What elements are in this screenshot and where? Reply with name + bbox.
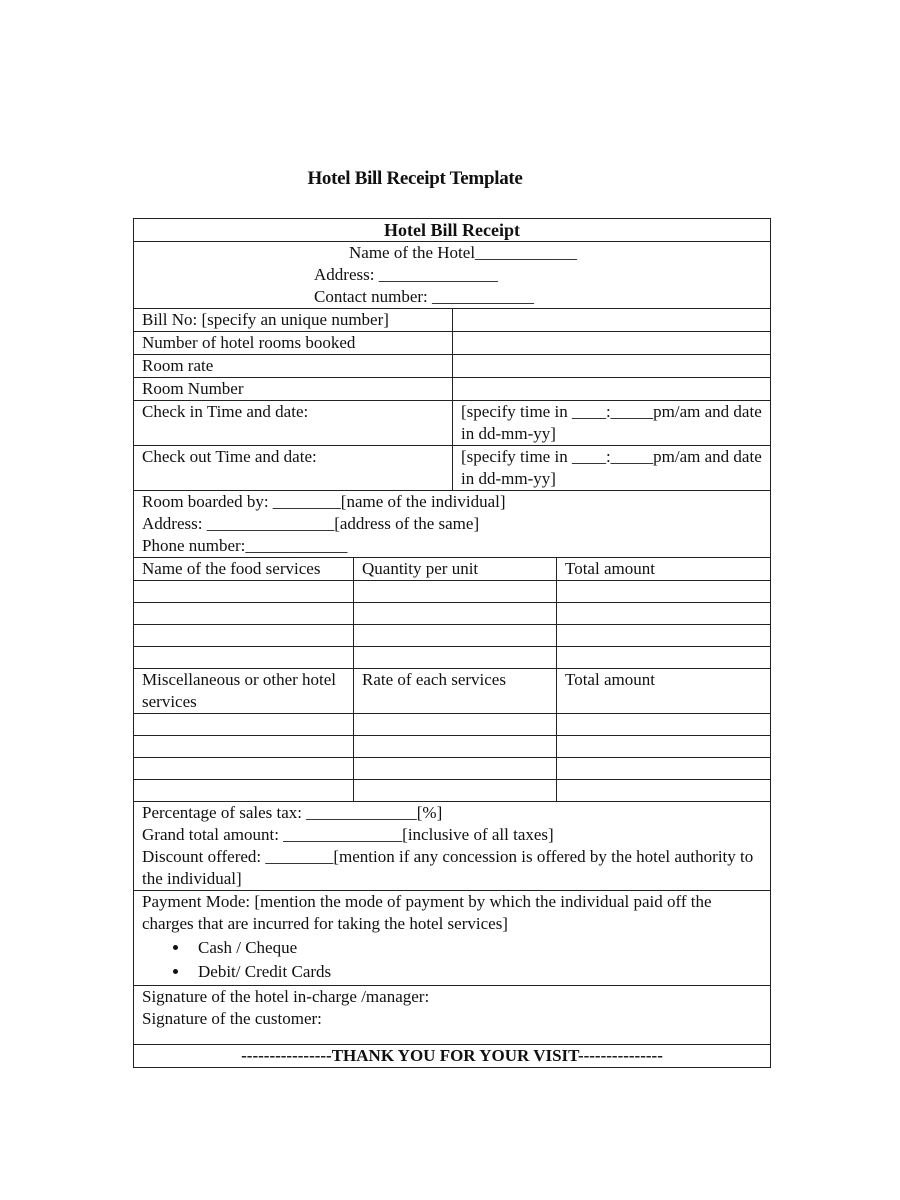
misc-cell[interactable] bbox=[557, 758, 771, 780]
signature-manager-line[interactable]: Signature of the hotel in-charge /manager: bbox=[142, 987, 430, 1006]
sales-tax-line[interactable]: Percentage of sales tax: _____________[%] bbox=[142, 803, 443, 822]
detail-row-rooms-booked bbox=[134, 332, 771, 355]
food-cell[interactable] bbox=[134, 647, 354, 669]
misc-row bbox=[134, 758, 771, 780]
boarded-by-row bbox=[134, 491, 771, 558]
food-cell[interactable] bbox=[134, 603, 354, 625]
food-cell[interactable] bbox=[134, 581, 354, 603]
misc-row bbox=[134, 714, 771, 736]
payment-option-card[interactable]: • Debit/ Credit Cards bbox=[190, 961, 762, 983]
receipt-form bbox=[133, 218, 771, 1068]
hotel-info-row bbox=[134, 242, 771, 309]
food-cell[interactable] bbox=[557, 603, 771, 625]
detail-label: Check out Time and date: bbox=[134, 446, 453, 491]
food-header-total: Total amount bbox=[557, 558, 771, 581]
hotel-name-line[interactable]: Name of the Hotel____________ bbox=[349, 243, 578, 262]
food-row bbox=[134, 581, 771, 603]
detail-label: Bill No: [specify an unique number] bbox=[134, 309, 453, 332]
food-row bbox=[134, 647, 771, 669]
food-cell[interactable] bbox=[557, 625, 771, 647]
signature-row bbox=[134, 986, 771, 1045]
payment-row bbox=[134, 891, 771, 986]
payment-section bbox=[134, 891, 771, 986]
misc-row bbox=[134, 736, 771, 758]
hotel-contact-line[interactable]: Contact number: ____________ bbox=[314, 287, 535, 306]
boarded-by-section bbox=[134, 491, 771, 558]
detail-value[interactable]: [specify time in ____:_____pm/am and date in dd-mm-yy] bbox=[453, 401, 771, 446]
detail-value[interactable] bbox=[453, 378, 771, 401]
food-row bbox=[134, 603, 771, 625]
food-header-row bbox=[134, 558, 771, 581]
thank-you-row bbox=[134, 1045, 771, 1068]
boarded-address-line[interactable]: Address: _______________[address of the same] bbox=[142, 514, 480, 533]
food-header-quantity: Quantity per unit bbox=[354, 558, 557, 581]
detail-value[interactable]: [specify time in ____:_____pm/am and date in dd-mm-yy] bbox=[453, 446, 771, 491]
misc-header-rate: Rate of each services bbox=[354, 669, 557, 714]
food-cell[interactable] bbox=[354, 581, 557, 603]
detail-label: Room rate bbox=[134, 355, 453, 378]
misc-cell[interactable] bbox=[354, 714, 557, 736]
detail-row-room-number bbox=[134, 378, 771, 401]
food-row bbox=[134, 625, 771, 647]
boarded-by-line[interactable]: Room boarded by: ________[name of the individual] bbox=[142, 492, 506, 511]
misc-cell[interactable] bbox=[134, 780, 354, 802]
detail-value[interactable] bbox=[453, 355, 771, 378]
detail-label: Room Number bbox=[134, 378, 453, 401]
misc-cell[interactable] bbox=[354, 780, 557, 802]
misc-cell[interactable] bbox=[134, 758, 354, 780]
misc-cell[interactable] bbox=[134, 714, 354, 736]
totals-section bbox=[134, 802, 771, 891]
misc-cell[interactable] bbox=[557, 714, 771, 736]
detail-value[interactable] bbox=[453, 309, 771, 332]
detail-row-check-out bbox=[134, 446, 771, 491]
receipt-heading-row bbox=[134, 219, 771, 242]
detail-row-room-rate bbox=[134, 355, 771, 378]
payment-options-list bbox=[142, 937, 762, 983]
misc-header-total: Total amount bbox=[557, 669, 771, 714]
detail-row-check-in bbox=[134, 401, 771, 446]
food-cell[interactable] bbox=[354, 625, 557, 647]
misc-row bbox=[134, 780, 771, 802]
food-cell[interactable] bbox=[557, 647, 771, 669]
misc-cell[interactable] bbox=[134, 736, 354, 758]
thank-you-text: ----------------THANK YOU FOR YOUR VISIT--------------- bbox=[134, 1045, 771, 1068]
signature-section bbox=[134, 986, 771, 1045]
misc-cell[interactable] bbox=[354, 736, 557, 758]
page-title: Hotel Bill Receipt Template bbox=[307, 168, 523, 189]
misc-header-name: Miscellaneous or other hotel services bbox=[134, 669, 354, 714]
hotel-info bbox=[134, 242, 771, 309]
detail-label: Check in Time and date: bbox=[134, 401, 453, 446]
food-header-name: Name of the food services bbox=[134, 558, 354, 581]
misc-cell[interactable] bbox=[557, 780, 771, 802]
totals-row bbox=[134, 802, 771, 891]
food-cell[interactable] bbox=[354, 603, 557, 625]
hotel-address-line[interactable]: Address: ______________ bbox=[314, 265, 498, 284]
detail-label: Number of hotel rooms booked bbox=[134, 332, 453, 355]
misc-header-row bbox=[134, 669, 771, 714]
boarded-phone-line[interactable]: Phone number:____________ bbox=[142, 536, 348, 555]
payment-option-cash[interactable]: • Cash / Cheque bbox=[190, 937, 762, 959]
payment-mode-text: Payment Mode: [mention the mode of payment by which the individual paid off the charges that are incurred for taking the hotel services] bbox=[142, 892, 712, 933]
receipt-heading: Hotel Bill Receipt bbox=[134, 219, 771, 242]
misc-cell[interactable] bbox=[557, 736, 771, 758]
food-cell[interactable] bbox=[354, 647, 557, 669]
misc-cell[interactable] bbox=[354, 758, 557, 780]
discount-line[interactable]: Discount offered: ________[mention if any concession is offered by the hotel authority to the individual] bbox=[142, 847, 754, 888]
food-cell[interactable] bbox=[557, 581, 771, 603]
food-cell[interactable] bbox=[134, 625, 354, 647]
detail-row-bill-no bbox=[134, 309, 771, 332]
detail-value[interactable] bbox=[453, 332, 771, 355]
signature-customer-line[interactable]: Signature of the customer: bbox=[142, 1009, 322, 1028]
grand-total-line[interactable]: Grand total amount: ______________[inclusive of all taxes] bbox=[142, 825, 554, 844]
